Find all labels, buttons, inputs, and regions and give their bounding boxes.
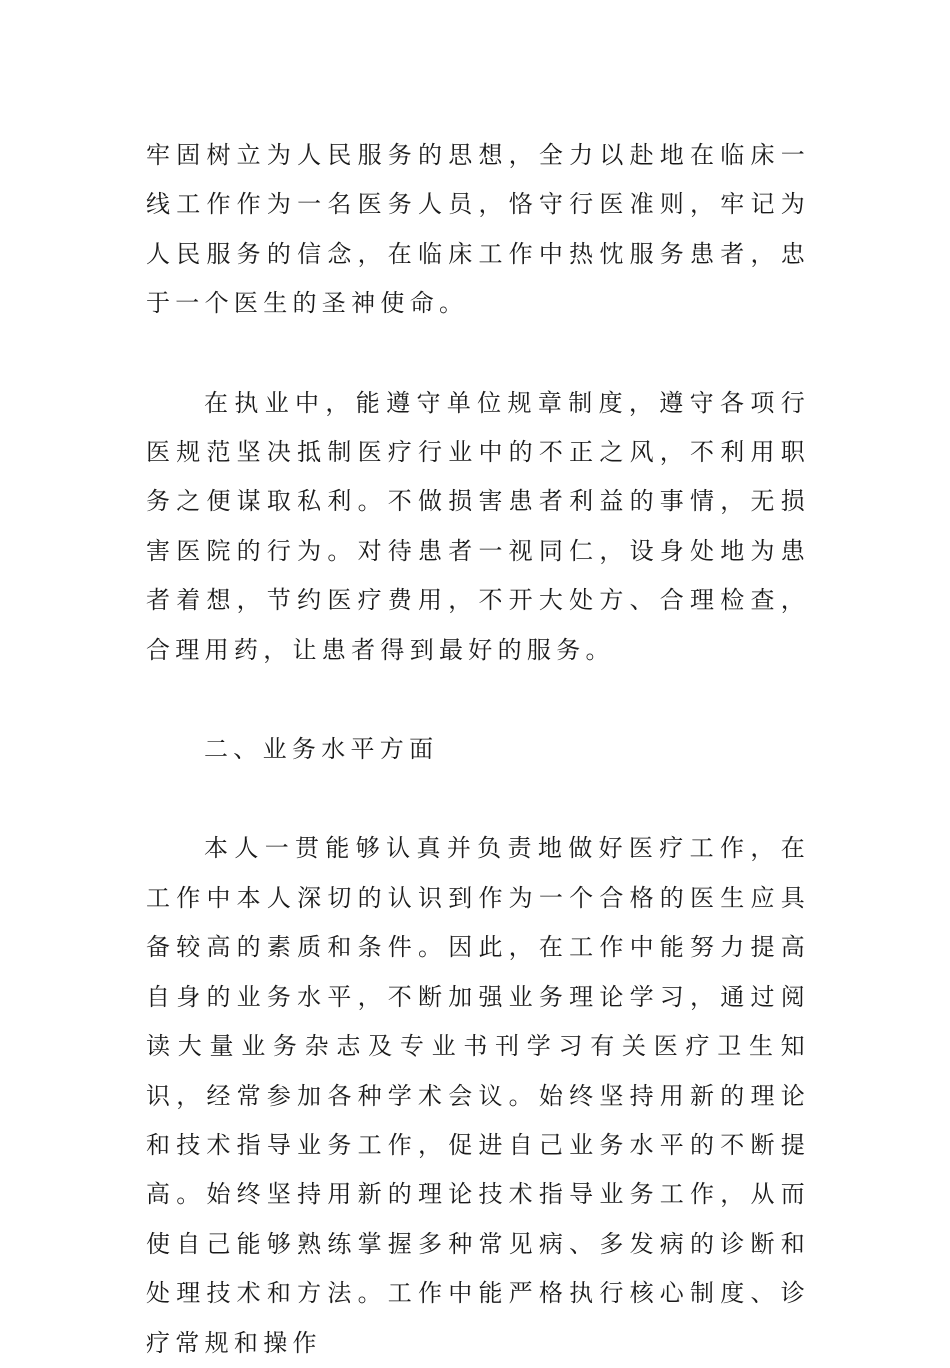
paragraph-gap: [146, 774, 810, 824]
paragraph-gap: [146, 675, 810, 725]
paragraph-practice-rules: 在执业中，能遵守单位规章制度，遵守各项行医规范坚决抵制医疗行业中的不正之风，不利用职务之便谋取私利。不做损害患者利益的事情，无损害医院的行为。对待患者一视同仁，设身处地为患者着想，节约医疗费用，不开大处方、合理检查，合理用药，让患者得到最好的服务。: [146, 388, 810, 664]
document-body: [146, 131, 810, 1368]
paragraph-business-study: 本人一贯能够认真并负责地做好医疗工作，在工作中本人深切的认识到作为一个合格的医生应具备较高的素质和条件。因此，在工作中能努力提高自身的业务水平，不断加强业务理论学习，通过阅读大量业务杂志及专业书刊学习有关医疗卫生知识，经常参加各种学术会议。始终坚持用新的理论和技术指导业务工作，促进自己业务水平的不断提高。始终坚持用新的理论技术指导业务工作，从而使自己能够熟练掌握多种常见病、多发病的诊断和处理技术和方法。工作中能严格执行核心制度、诊疗常规和操作: [146, 834, 810, 1357]
section-heading-business-level: 二、业务水平方面: [204, 735, 439, 764]
paragraph-service-thought: 牢固树立为人民服务的思想，全力以赴地在临床一线工作作为一名医务人员，恪守行医准则，牢记为人民服务的信念，在临床工作中热忱服务患者，忠于一个医生的圣神使命。: [146, 141, 810, 318]
paragraph-gap: [146, 329, 810, 379]
